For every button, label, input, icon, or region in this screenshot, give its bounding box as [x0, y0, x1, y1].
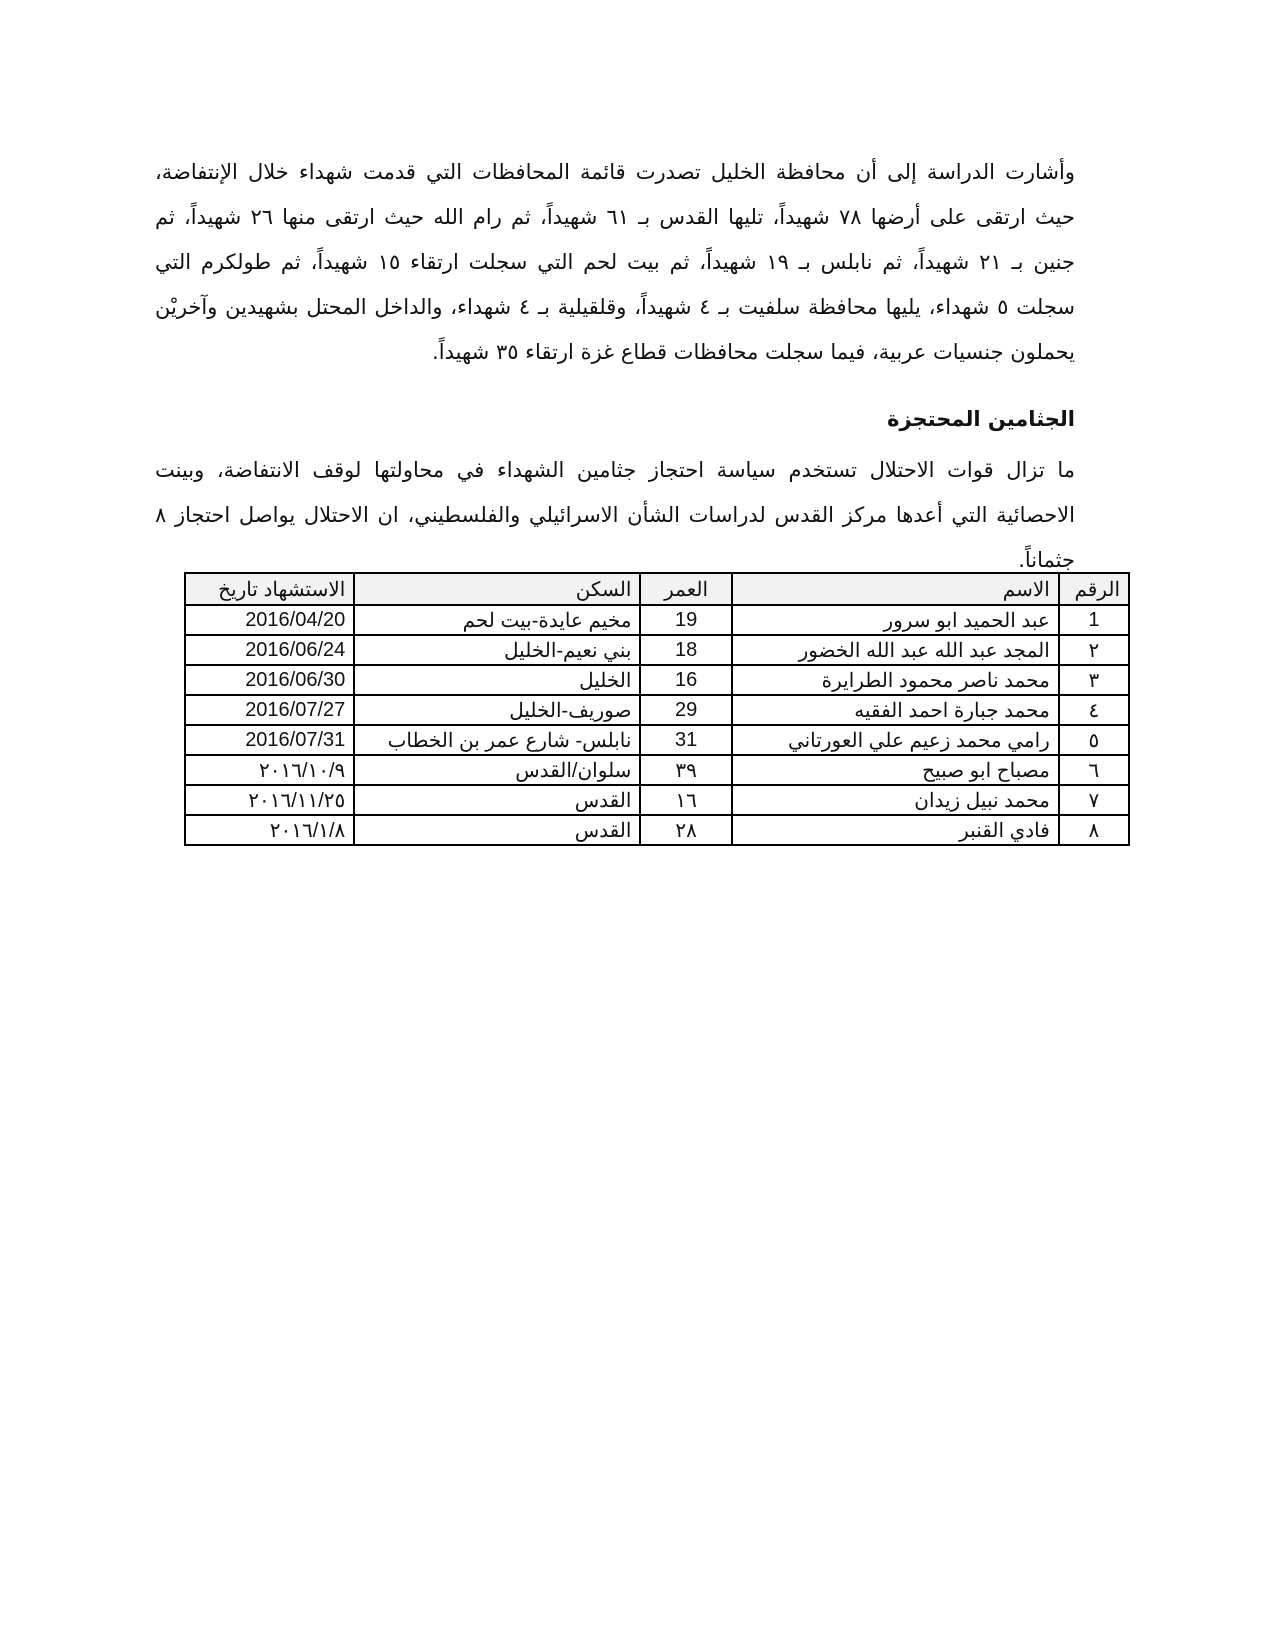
cell-number: 1	[1059, 605, 1129, 635]
cell-age: 29	[640, 695, 731, 725]
cell-residence: سلوان/القدس	[354, 755, 640, 785]
table-row	[185, 665, 1129, 695]
cell-name: مصباح ابو صبيح	[732, 755, 1059, 785]
table-row	[185, 635, 1129, 665]
table-header-row	[185, 573, 1129, 605]
cell-residence: بني نعيم-الخليل	[354, 635, 640, 665]
header-date: الاستشهاد تاريخ	[185, 573, 354, 605]
cell-residence: مخيم عايدة-بيت لحم	[354, 605, 640, 635]
table-row	[185, 695, 1129, 725]
cell-age: 18	[640, 635, 731, 665]
cell-age: 31	[640, 725, 731, 755]
table-row	[185, 605, 1129, 635]
cell-residence: نابلس- شارع عمر بن الخطاب	[354, 725, 640, 755]
cell-age: ١٦	[640, 785, 731, 815]
cell-date: 2016/07/27	[185, 695, 354, 725]
cell-age: 16	[640, 665, 731, 695]
table-row	[185, 785, 1129, 815]
cell-name: المجد عبد الله عبد الله الخضور	[732, 635, 1059, 665]
cell-age: ٢٨	[640, 815, 731, 845]
cell-date: 2016/06/24	[185, 635, 354, 665]
cell-number: ٦	[1059, 755, 1129, 785]
cell-name: فادي القنبر	[732, 815, 1059, 845]
cell-number: ٢	[1059, 635, 1129, 665]
cell-number: ٧	[1059, 785, 1129, 815]
header-residence: السكن	[354, 573, 640, 605]
cell-date: ٢٠١٦/١٠/٩	[185, 755, 354, 785]
cell-residence: صوريف-الخليل	[354, 695, 640, 725]
cell-date: ٢٠١٦/١/٨	[185, 815, 354, 845]
cell-date: 2016/04/20	[185, 605, 354, 635]
cell-age: ٣٩	[640, 755, 731, 785]
header-number: الرقم	[1059, 573, 1129, 605]
cell-residence: القدس	[354, 815, 640, 845]
header-name: الاسم	[732, 573, 1059, 605]
cell-number: ٤	[1059, 695, 1129, 725]
cell-number: ٣	[1059, 665, 1129, 695]
section-heading: الجثامين المحتجزة	[887, 407, 1075, 431]
cell-name: عبد الحميد ابو سرور	[732, 605, 1059, 635]
table-row	[185, 755, 1129, 785]
paragraph-withheld-bodies: ما تزال قوات الاحتلال تستخدم سياسة احتجاز جثامين الشهداء في محاولتها لوقف الانتفاضة، وبينت الاحصائية التي أعدها مركز القدس لدراسات الشأن الاسرائيلي والفلسطيني، ان الاحتلال يواصل احتجاز ٨ جثماناً.	[155, 458, 1075, 572]
cell-date: ٢٠١٦/١١/٢٥	[185, 785, 354, 815]
paragraph-governorates: وأشارت الدراسة إلى أن محافظة الخليل تصدرت قائمة المحافظات التي قدمت شهداء خلال الإنتفاضة، حيث ارتقى على أرضها ٧٨ شهيداً، تليها القدس بـ ٦١ شهيداً، ثم رام الله حيث ارتقى منها ٢٦ شهيداً، ثم جنين بـ ٢١ شهيداً، ثم نابلس بـ ١٩ شهيداً، ثم بيت لحم التي سجلت ارتقاء ١٥ شهيداً، ثم طولكرم التي سجلت ٥ شهداء، يليها محافظة سلفيت بـ ٤ شهيداً، وقلقيلية بـ ٤ شهداء، والداخل المحتل بشهيدين وآخريْن يحملون جنسيات عربية، فيما سجلت محافظات قطاع غزة ارتقاء ٣٥ شهيداً.	[155, 160, 1075, 364]
cell-number: ٨	[1059, 815, 1129, 845]
cell-date: 2016/06/30	[185, 665, 354, 695]
cell-residence: القدس	[354, 785, 640, 815]
cell-name: رامي محمد زعيم علي العورتاني	[732, 725, 1059, 755]
table-row	[185, 815, 1129, 845]
table-row	[185, 725, 1129, 755]
header-age: العمر	[640, 573, 731, 605]
cell-name: محمد نبيل زيدان	[732, 785, 1059, 815]
cell-residence: الخليل	[354, 665, 640, 695]
cell-name: محمد جبارة احمد الفقيه	[732, 695, 1059, 725]
cell-name: محمد ناصر محمود الطرايرة	[732, 665, 1059, 695]
cell-date: 2016/07/31	[185, 725, 354, 755]
cell-number: ٥	[1059, 725, 1129, 755]
cell-age: 19	[640, 605, 731, 635]
withheld-bodies-table	[184, 572, 1130, 846]
